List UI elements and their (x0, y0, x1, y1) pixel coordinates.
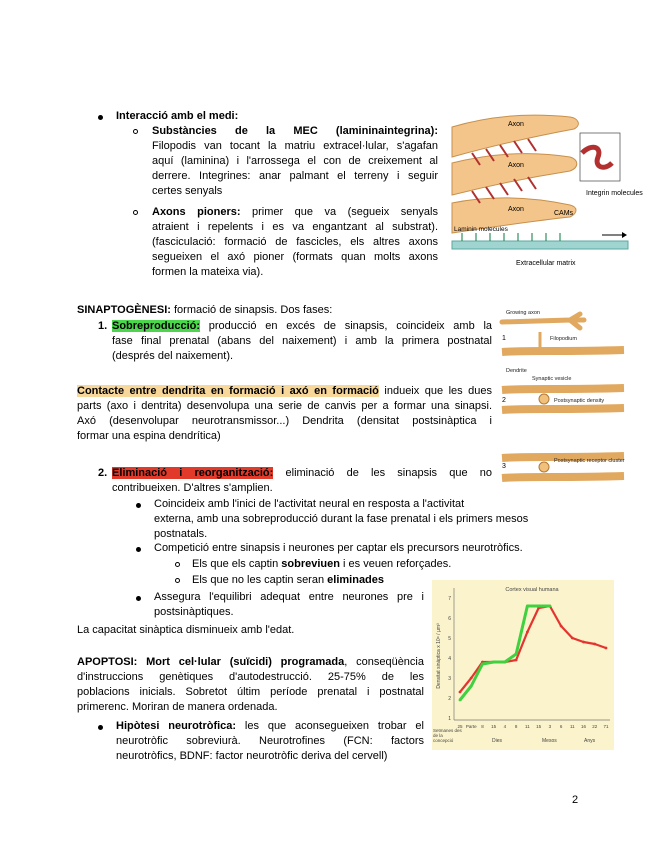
x-tick-label: 11 (525, 724, 530, 729)
x-tick-label: 22 (592, 724, 598, 729)
sinaptogenesi-line (77, 303, 332, 318)
fig-label: Filopodium (550, 336, 577, 342)
fig-label: Axon (508, 162, 524, 169)
fig-label: Integrin molecules (586, 190, 643, 197)
data-point (459, 691, 462, 694)
y-tick-label: 4 (448, 656, 451, 662)
x-tick-label: 3 (548, 724, 552, 729)
matrix-band (452, 241, 628, 249)
sub-bullet-text (154, 590, 424, 620)
text-line: Coincideix amb l'inici de l'activitat neural en resposta a l'activitat (154, 498, 465, 510)
chart-xlabel: Setmanes des de la concepció (433, 728, 462, 743)
data-point (548, 605, 551, 608)
page-number: 2 (572, 794, 579, 806)
section-heading: Interacció amb el medi: (116, 110, 239, 122)
contacte-label: Contacte entre dendrita en formació i axó en formació (77, 385, 379, 397)
y-tick-label: 1 (448, 716, 451, 722)
text-line: parts (axo i dentrita) desenvolupa una serie de canvis per a formar una sinapsi. (77, 400, 492, 412)
sub-sub-text (192, 573, 384, 588)
fig-label: Axon (508, 121, 524, 128)
text-line: (després del naixement). (112, 350, 234, 362)
eliminacio (112, 466, 492, 496)
x-tick-label: 8 (481, 724, 484, 729)
text: , conseqüència (344, 656, 424, 668)
data-point (537, 605, 540, 608)
fig-label: Postsynaptic density (554, 398, 605, 404)
sub-bullet (175, 562, 180, 567)
text-line: formen la mateixa via). (152, 266, 264, 278)
data-point (560, 625, 563, 628)
x-tick-label: 25 (457, 724, 463, 729)
x-tick-label: 8 (514, 724, 518, 729)
data-point (492, 661, 495, 664)
mec-title: Substàncies de la MEC (lamininaintegrina): (152, 125, 438, 137)
text-line (112, 319, 492, 334)
axon-ecm-figure (452, 113, 643, 273)
sinaptogenesi-label: SINAPTOGÈNESI: (77, 304, 171, 316)
text-line: aquí (laminina) i l'arrossega el con de creixement al (152, 155, 438, 167)
text-line (152, 205, 438, 220)
text: formació de sinapsis. Dos fases: (174, 304, 333, 316)
fig-label: Synaptic vesicle (532, 376, 572, 382)
text: Els que els captin (192, 558, 279, 570)
data-point (571, 637, 574, 640)
text-line: postnatals. (154, 528, 208, 540)
synapse-formation-figure (500, 306, 628, 492)
text-line (112, 466, 492, 481)
y-tick-label: 5 (448, 636, 451, 642)
x-tick-label: Parte (465, 724, 477, 729)
eliminacio-label: Eliminació i reorganització: (112, 467, 274, 479)
text: producció en excés de sinapsis, coincideix amb la (208, 320, 493, 332)
text-line: segueixen el axó pioner (formats quan molts axons (152, 251, 438, 263)
text-line: Axó (desenvolupar neurotransmissor...) Dendrita (densitat postsinàptica i (77, 415, 492, 427)
axons-pioners (152, 205, 438, 280)
sub-bullet-text: Competició entre sinapsis i neurones per captar els precursors neurotròfics. (154, 542, 523, 554)
data-point (515, 659, 518, 662)
group-label: Mesos (542, 738, 557, 744)
text-line: postsinàptiques. (154, 606, 234, 618)
sub-bullet (133, 129, 138, 134)
text-line: formar una espina dendrítica) (77, 430, 221, 442)
y-tick-label: 2 (448, 696, 451, 702)
data-point (470, 685, 473, 688)
dendrite-shape (502, 350, 624, 352)
data-point (582, 641, 585, 644)
y-tick-label: 6 (448, 616, 451, 622)
data-point (526, 605, 529, 608)
list-number: 2. (98, 467, 108, 479)
text: Els que no les captin seran (192, 574, 325, 586)
x-tick-label: 15 (536, 724, 542, 729)
bullet (98, 725, 103, 730)
text-line: Assegura l'equilibri adequat entre neurones pre i (154, 591, 424, 603)
mec-text (152, 139, 438, 199)
chart-ylabel: Densitat sinàptica x 10⁸ / µm³ (436, 623, 442, 689)
fig-label: Dendrite (506, 368, 527, 374)
text-line: d'instruccions genètiques d'autodestrucció. 25-75% de les (77, 671, 424, 683)
step-number: 2 (502, 397, 506, 404)
bullet (136, 547, 141, 552)
synaptic-density-chart (432, 580, 614, 750)
sobreproduccio-label: Sobreproducció: (112, 320, 201, 332)
axons-title: Axons pioners: (152, 206, 241, 218)
text: eliminació de les sinapsis que no (285, 467, 492, 479)
x-tick-label: 16 (581, 724, 587, 729)
step-number: 3 (502, 463, 506, 470)
text: i es veuen reforçades. (343, 558, 452, 570)
data-point (526, 631, 529, 634)
data-point (481, 663, 484, 666)
capacity-text: La capacitat sinàptica disminueix amb l'edat. (77, 624, 295, 636)
text-line: neurotròfics, BDNF: factor neurotròfic deriva del cervell) (116, 750, 388, 762)
sub-bullet (175, 578, 180, 583)
fig-label: Postsynaptic receptor cluster (554, 458, 625, 464)
text-line: primerenc. Moriran de manera ordenada. (77, 701, 278, 713)
bold-word: sobreviuen (281, 558, 340, 570)
text: indueix que les dues (384, 385, 492, 397)
data-point (470, 677, 473, 680)
text-line: neurotròfic sobreviurà. Neurotrofines (FCN: factors (116, 735, 424, 747)
text-line (77, 655, 424, 670)
data-point (504, 661, 507, 664)
x-tick-label: 71 (603, 724, 609, 729)
x-tick-label: 11 (569, 724, 575, 729)
fig-label: Axon (508, 206, 524, 213)
fig-label: CAMs (554, 210, 574, 217)
text: les que aconsegueixen trobar el (244, 720, 424, 732)
data-point (593, 643, 596, 646)
bullet (136, 503, 141, 508)
text-line (116, 719, 424, 734)
group-label: Dies (492, 738, 503, 744)
sub-bullet-text (154, 497, 574, 542)
step-number: 1 (502, 335, 506, 342)
group-label: Anys (584, 738, 596, 744)
x-tick-label: 4 (503, 724, 507, 729)
text-line: contribueixen. D'altres s'amplien. (112, 482, 273, 494)
fig-label: Laminin molecules (454, 226, 508, 233)
text-line: (fasciculació: formació de fascicles, els altres axons (152, 236, 438, 248)
bold-word: eliminades (327, 574, 385, 586)
chart-title: Cortex visual humana (505, 587, 559, 593)
sub-sub-text (192, 557, 451, 572)
data-point (515, 653, 518, 656)
y-tick-label: 3 (448, 676, 451, 682)
fig-label: Extracellular matrix (516, 260, 576, 267)
x-tick-label: 6 (559, 724, 563, 729)
sobreproduccio (112, 319, 492, 364)
text-line: derrere. Integrines: anar palmant el terreny i seguir (152, 170, 438, 182)
hipotesi (116, 719, 424, 764)
text-line: atraient i repelents i es va engantzant al substrat). (152, 221, 438, 233)
sub-bullet (133, 210, 138, 215)
text-line: Filopodis van tocant la matriu extracel·lular, s'agafan (152, 140, 438, 152)
y-tick-label: 7 (448, 596, 451, 602)
x-tick-label: 15 (491, 724, 497, 729)
apoptosi-label: APOPTOSI: Mort cel·lular (suïcidi) programada (77, 656, 345, 668)
list-number: 1. (98, 320, 108, 332)
fig-label: Growing axon (506, 310, 540, 316)
text-line: fase final prenatal (abans del naixement) i amb la primera postnatal (112, 335, 492, 347)
bullet (98, 115, 103, 120)
apoptosi-paragraph (77, 655, 424, 715)
data-point (459, 699, 462, 702)
text-line (77, 384, 492, 399)
bullet (136, 596, 141, 601)
hipotesi-label: Hipòtesi neurotròfica: (116, 720, 237, 732)
text: primer que va (segueix senyals (252, 206, 438, 218)
text-line: externa, amb una sobreproducció durant la fase prenatal i els primers mesos (154, 513, 529, 525)
data-point (605, 647, 608, 650)
contacte-paragraph (77, 384, 492, 444)
text-line: certes senyals (152, 185, 223, 197)
text-line: poblacions inicials. Sobretot últim període prenatal i postnatal (77, 686, 424, 698)
